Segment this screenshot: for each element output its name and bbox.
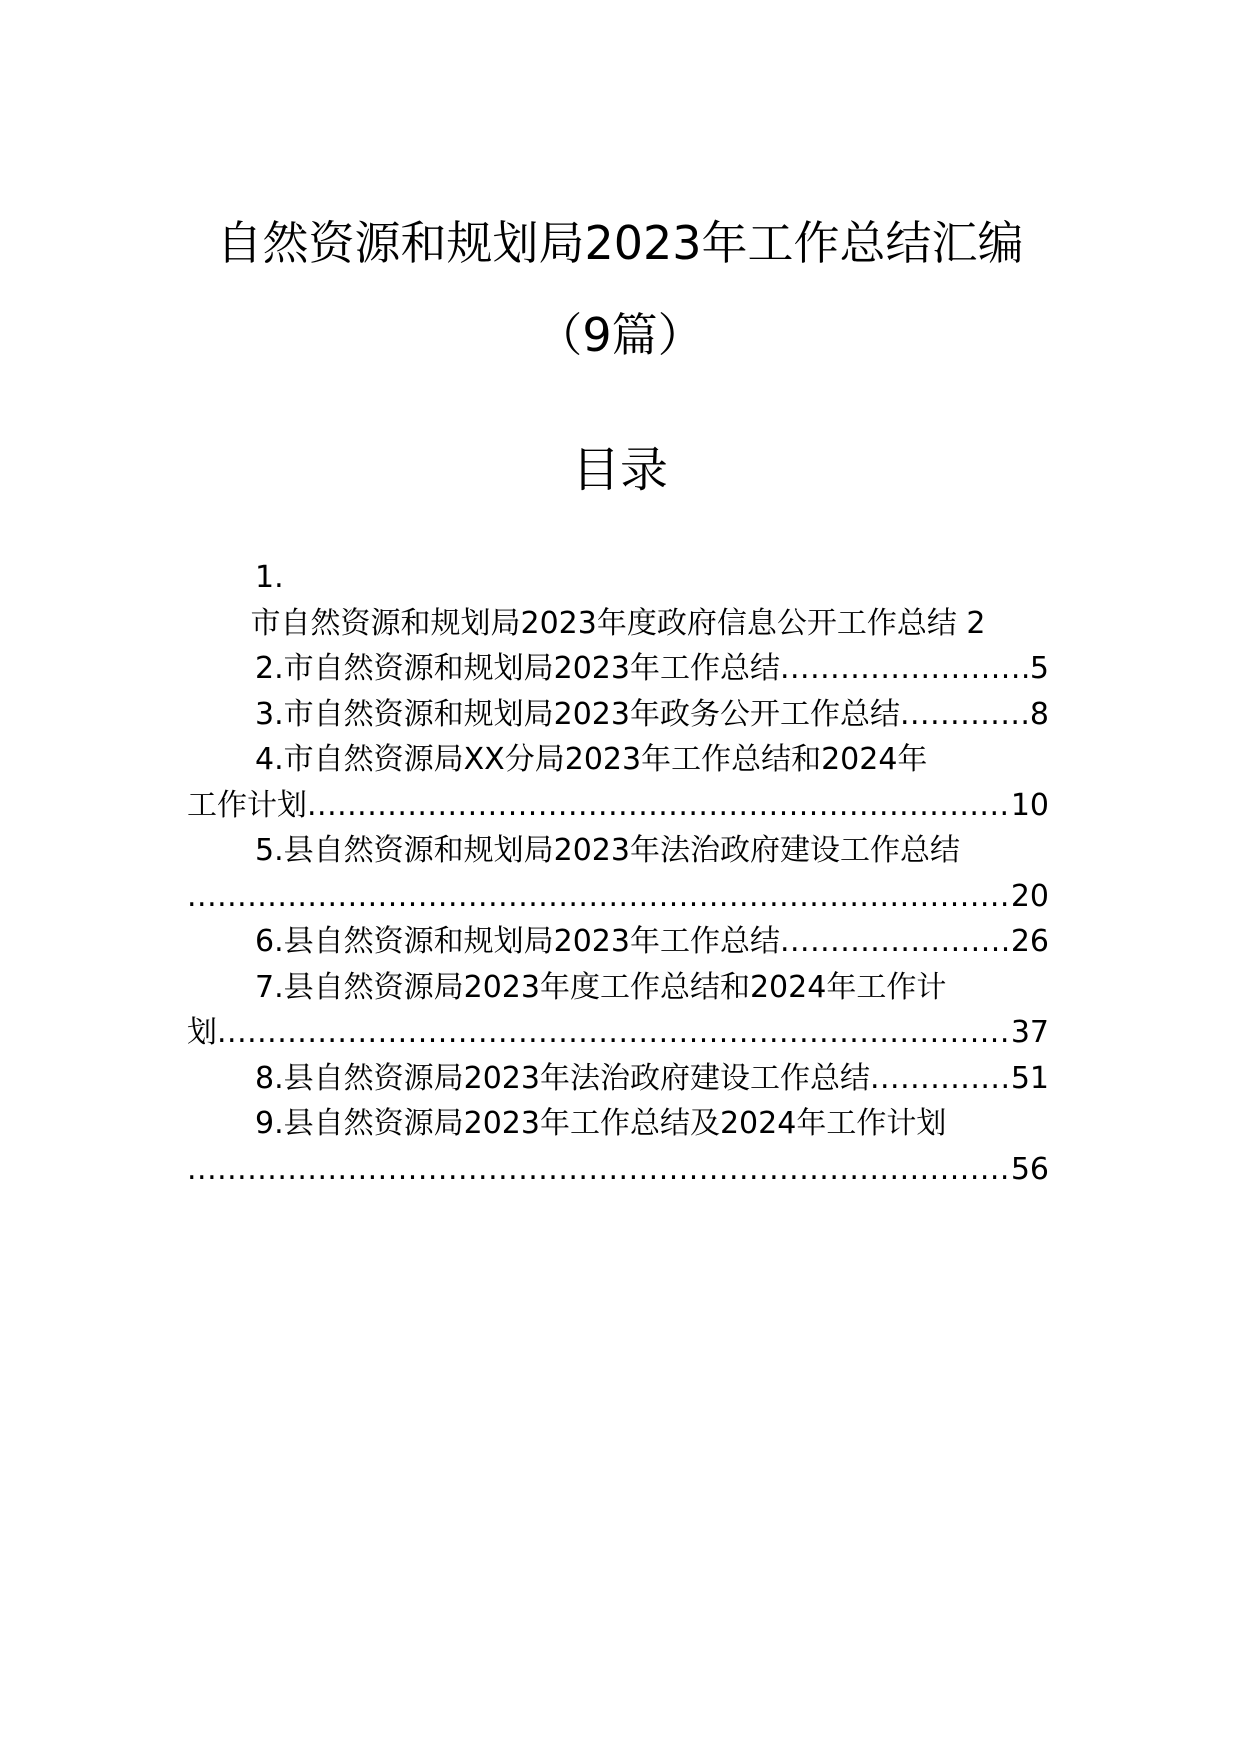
toc-dot-leader — [187, 1147, 1011, 1193]
toc-entry-page: 37 — [1010, 1015, 1049, 1050]
document-subtitle: （9篇） — [536, 308, 704, 362]
toc-entry-4-continued[interactable] — [187, 783, 1049, 829]
toc-entry-number: 4. — [255, 742, 284, 777]
toc-entry-4[interactable] — [187, 737, 1049, 783]
toc-entry-page: 2 — [966, 605, 986, 641]
toc-entry-title: 市自然资源和规划局2023年度政府信息公开工作总结 — [250, 605, 957, 641]
toc-dot-leader — [780, 646, 1030, 692]
toc-entry-title-line1: 县自然资源局2023年度工作总结和2024年工作计 — [283, 969, 947, 1005]
toc-entry-6[interactable] — [187, 919, 1049, 965]
toc-entry-number: 2. — [255, 651, 284, 686]
toc-entry-page: 26 — [1010, 924, 1049, 959]
toc-entry-number: 5. — [255, 833, 284, 868]
toc-entry-title-line2: 工作计划 — [187, 787, 307, 823]
toc-entry-page: 10 — [1010, 787, 1049, 823]
toc-entry-2[interactable] — [187, 646, 1049, 692]
toc-entry-number: 6. — [255, 924, 284, 959]
toc-entry-page: 51 — [1010, 1060, 1049, 1096]
toc-entry-8[interactable] — [187, 1056, 1049, 1102]
toc-heading: 目录 — [571, 442, 668, 498]
toc-entry-1-number-line[interactable] — [187, 555, 1049, 601]
toc-entry-number: 3. — [255, 696, 284, 732]
toc-dot-leader — [900, 692, 1030, 738]
toc-entry-number: 8. — [255, 1060, 284, 1096]
toc-entry-7-continued[interactable] — [187, 1010, 1049, 1056]
toc-entry-title: 县自然资源和规划局2023年工作总结 — [283, 924, 780, 959]
toc-entry-number: 1. — [255, 560, 284, 595]
toc-entry-5[interactable] — [187, 828, 1049, 874]
toc-dot-leader — [780, 919, 1011, 965]
toc-entry-number: 9. — [255, 1106, 284, 1141]
toc-entry-9-continued[interactable] — [187, 1147, 1049, 1193]
document-title: 自然资源和规划局2023年工作总结汇编 — [216, 216, 1024, 270]
table-of-contents — [187, 555, 1049, 1192]
toc-dot-leader — [217, 1010, 1011, 1056]
toc-entry-title-line2: 划 — [187, 1015, 217, 1050]
toc-entry-page: 8 — [1029, 696, 1049, 732]
toc-entry-9[interactable] — [187, 1101, 1049, 1147]
toc-entry-title: 市自然资源和规划局2023年工作总结 — [283, 651, 780, 686]
toc-entry-title: 县自然资源和规划局2023年法治政府建设工作总结 — [283, 833, 960, 868]
toc-entry-title: 县自然资源局2023年工作总结及2024年工作计划 — [283, 1106, 947, 1141]
toc-dot-leader — [307, 783, 1011, 829]
toc-entry-title: 县自然资源局2023年法治政府建设工作总结 — [283, 1060, 870, 1096]
toc-entry-title-line1: 市自然资源局XX分局2023年工作总结和2024年 — [283, 742, 928, 777]
toc-entry-3[interactable] — [187, 692, 1049, 738]
toc-dot-leader — [870, 1056, 1011, 1102]
toc-entry-title: 市自然资源和规划局2023年政务公开工作总结 — [283, 696, 900, 732]
toc-entry-page: 20 — [1010, 878, 1049, 914]
toc-entry-page: 56 — [1010, 1151, 1049, 1187]
toc-entry-7[interactable] — [187, 965, 1049, 1011]
toc-dot-leader — [187, 874, 1011, 920]
toc-entry-number: 7. — [255, 969, 284, 1005]
toc-entry-1[interactable] — [187, 601, 1049, 647]
toc-entry-page: 5 — [1029, 651, 1049, 686]
toc-entry-5-continued[interactable] — [187, 874, 1049, 920]
